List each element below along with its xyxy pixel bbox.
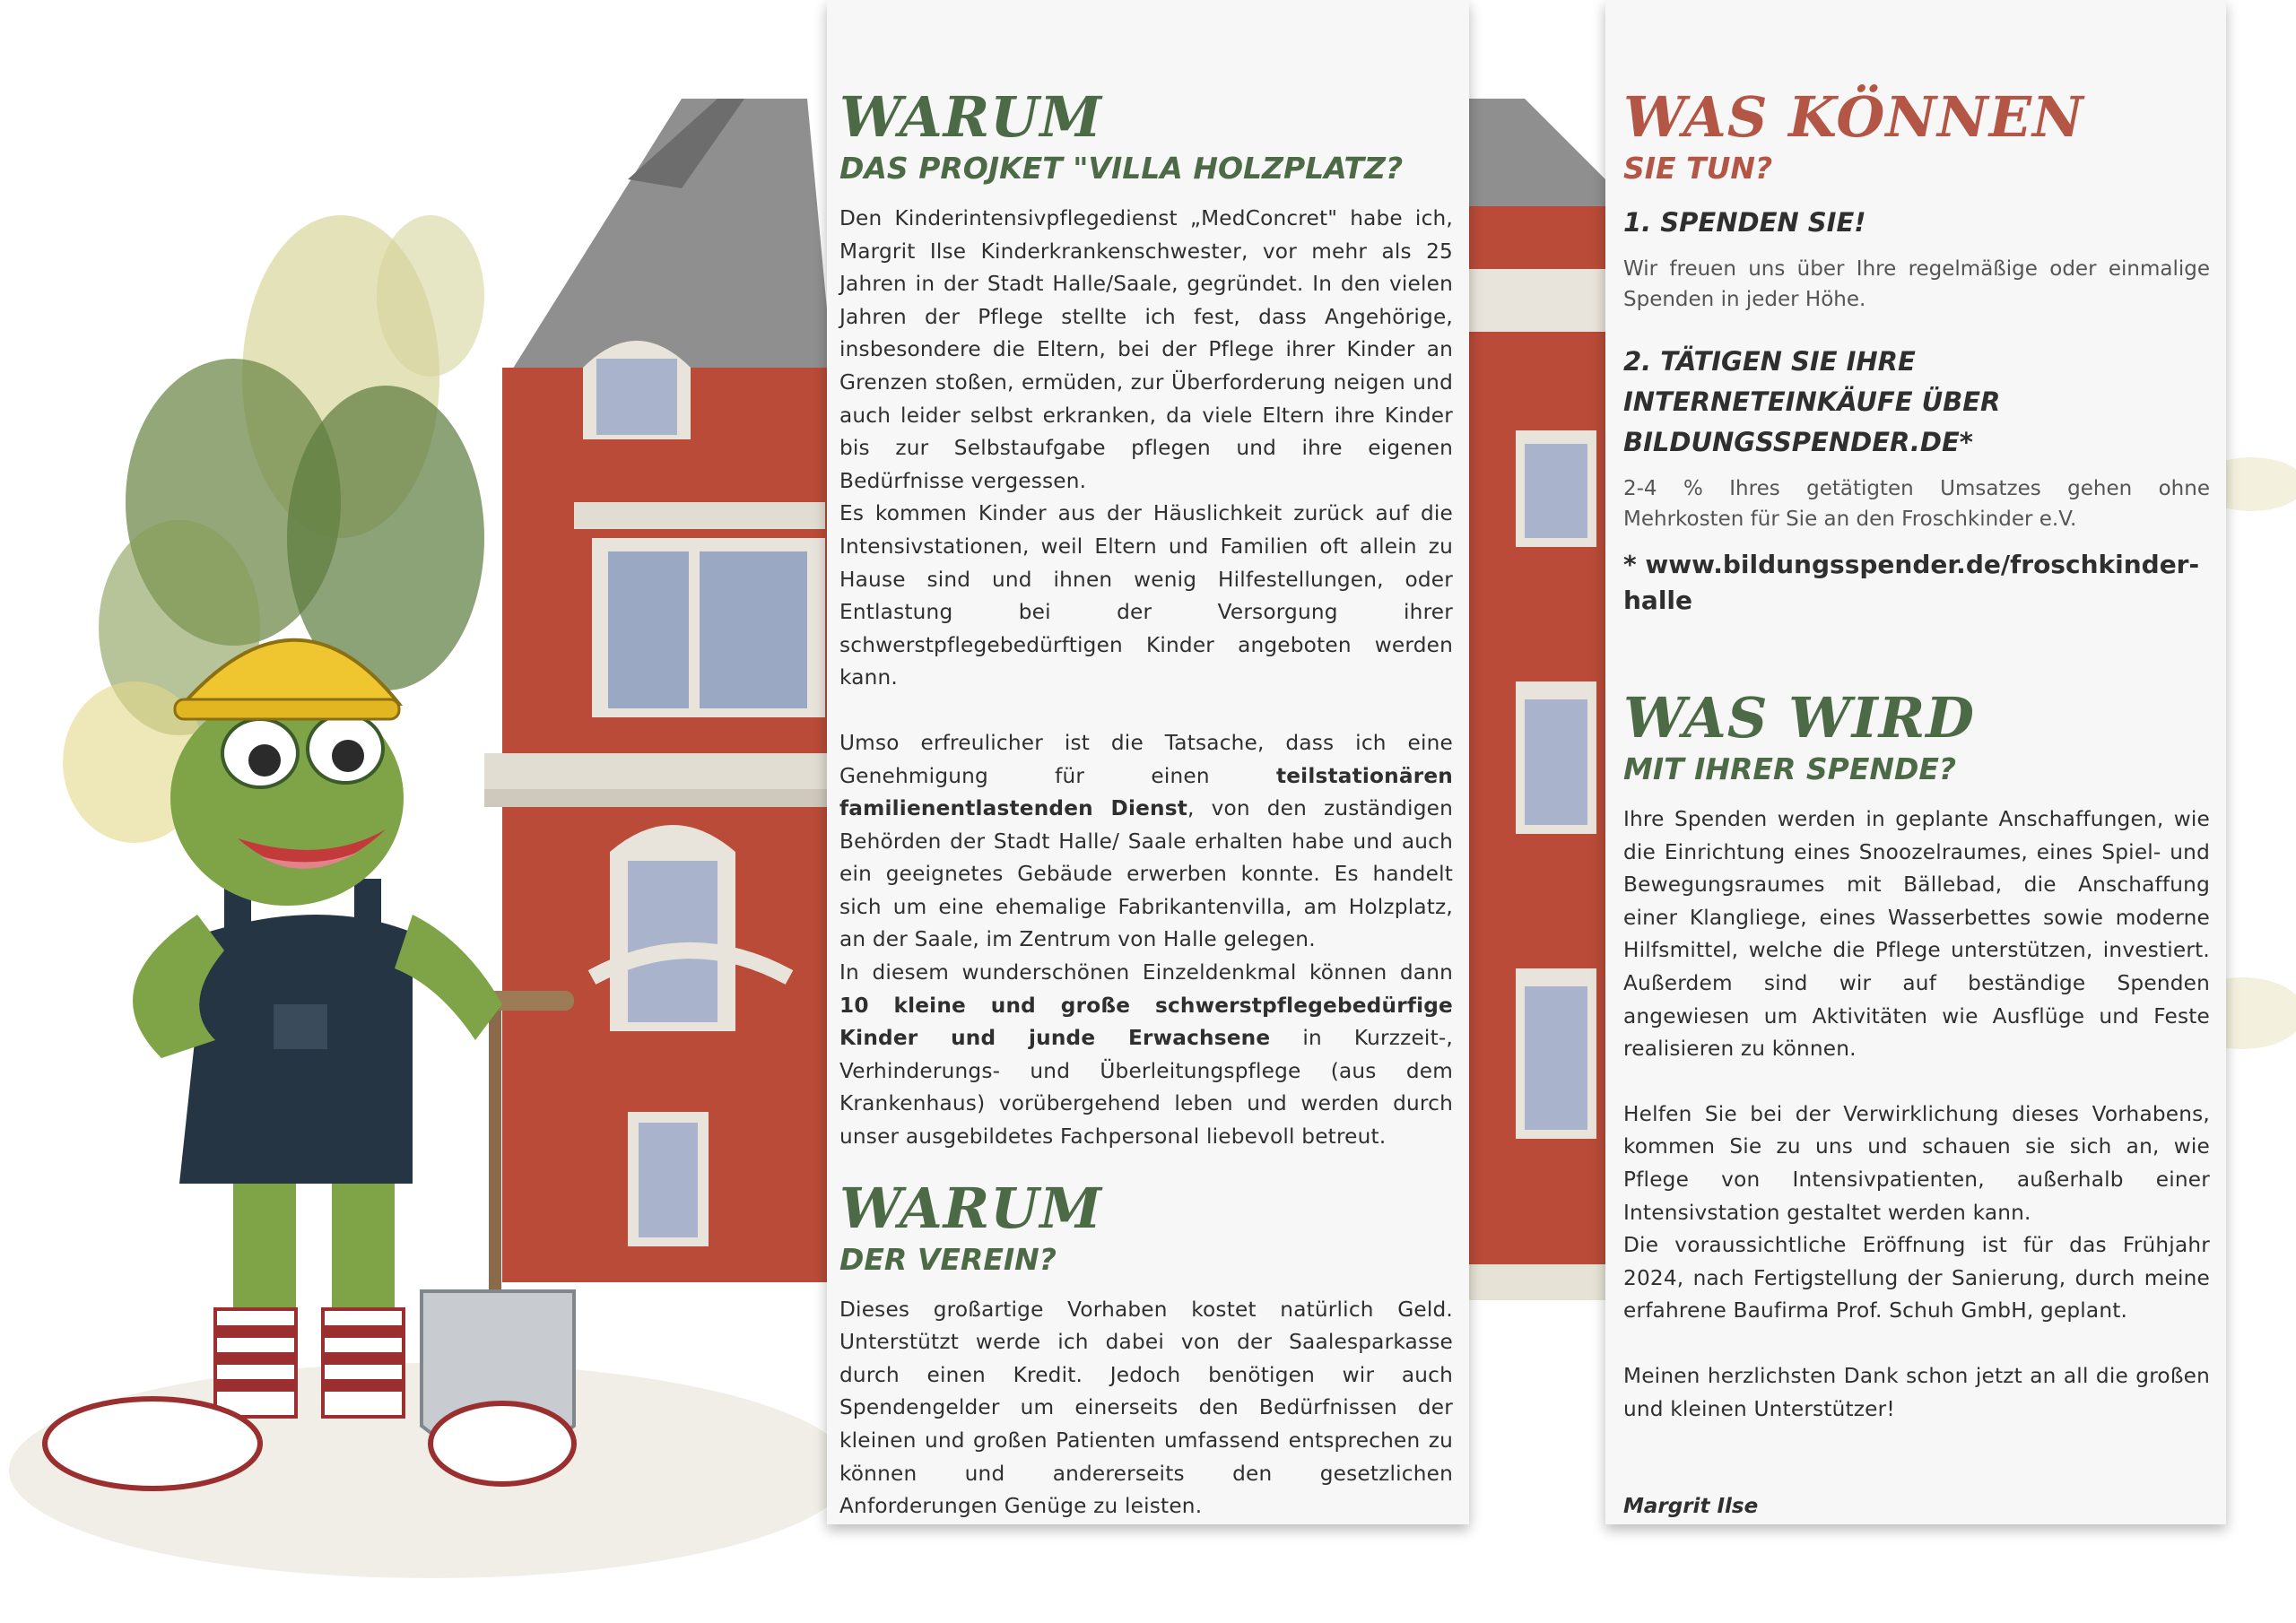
villa-building-right-icon	[1469, 99, 1605, 1300]
paragraph-monument	[839, 957, 1453, 1154]
subheading-project: DAS PROJKET "VILLA HOLZPLATZ?	[839, 151, 1404, 186]
paragraph-thanks: Meinen herzlichsten Dank schon jetzt an all die großen und kleinen Unterstützer!	[1623, 1363, 2210, 1421]
text-span: in Kurzzeit-, Verhinderungs- und Überleitungspflege (aus dem Krankenhaus) vorübergehend leben und werden durch unser ausgebildetes Fachpersonal liebevoll betreut.	[839, 1026, 1454, 1150]
paragraph-funding: Dieses großartige Vorhaben kostet natürlich Geld. Unterstützt werde ich dabei von der Saalesparkasse durch einen Kredit. Jedoch benötigen wir auch Spendengelder um einerseits den Bedürfnissen der kleinen und großen Patienten umfassend entsprechen zu können und andererseits den gesetzlichen Anforderungen Genüge zu leisten.	[839, 1297, 1453, 1519]
paragraph-purchases: Ihre Spenden werden in geplante Anschaffungen, wie die Einrichtung eines Snoozelraumes, eines Spiel- und Bewegungsraumes mit Bällebad, die Anschaffung einer Klangliege, eines Wasserbettes sowie moderne Hilfsmittel, welche die Pflege unterstützen, investiert. Außerdem sind wir auf beständige Spenden angewiesen um Aktivitäten wie Ausflüge und Feste realisieren zu können.	[1623, 807, 2210, 1062]
link-bildungsspender[interactable]: * www.bildungsspender.de/froschkinder-halle	[1623, 550, 2200, 615]
subheading-verein: DER VEREIN?	[839, 1241, 1057, 1277]
heading-was-koennen: WAS KÖNNEN	[1623, 84, 2084, 150]
heading-online-shopping: 2. TÄTIGEN SIE IHRE INTERNETEINKÄUFE ÜBER BILDUNGSSPENDER.DE*	[1623, 346, 2001, 457]
text-span: In diesem wunderschönen Einzeldenkmal können dann	[839, 960, 1453, 985]
panel-why-project	[827, 0, 1469, 1524]
heading-warum-2: WARUM	[839, 1175, 1102, 1241]
heading-warum: WARUM	[839, 84, 1102, 150]
subheading-sie-tun: SIE TUN?	[1623, 151, 1773, 186]
paragraph-visit: Helfen Sie bei der Verwirklichung dieses Vorhabens, kommen Sie zu uns und schauen sie sich an, wie Pflege von Intensivpatienten, außerhalb einer Intensivstation gestaltet werden kann.	[1623, 1101, 2210, 1225]
panel-what-can-you-do	[1605, 0, 2226, 1524]
paragraph-opening: Die voraussichtliche Eröffnung ist für das Frühjahr 2024, nach Fertigstellung der Sanierung, durch meine erfahrene Baufirma Prof. Schuh GmbH, geplant.	[1623, 1233, 2210, 1324]
heading-donate: 1. SPENDEN SIE!	[1623, 207, 1866, 238]
text-span: Umso erfreulicher ist die Tatsache, dass ich eine Genehmigung für einen	[839, 730, 1453, 788]
bold-text: teilstationären familienentlastenden Dienst	[839, 763, 1453, 821]
text-span: , von den zuständigen Behörden der Stadt Halle/ Saale erhalten habe und auch ein geeignetes Gebäude erwerben konnte. Es handelt sich um eine ehemalige Fabrikantenvilla, am Holzplatz, an der Saale, im Zentrum von Halle gelegen.	[839, 796, 1453, 952]
subheading-spende: MIT IHRER SPENDE?	[1623, 751, 1957, 786]
signature: Margrit Ilse	[1623, 1495, 1759, 1519]
paragraph-intro: Den Kinderintensivpflegedienst „MedConcret" habe ich, Margrit Ilse Kinderkrankenschwester, vor mehr als 25 Jahren in der Stadt Halle/Saale, gegründet. In den vielen Jahren der Pflege stellte ich fest, dass Angehörige, insbesondere die Eltern, bei der Pflege ihrer Kinder an Grenzen stoßen, ermüden, zur Überforderung neigen und auch leider selbst erkranken, da viele Eltern ihre Kinder bis zur Selbstaufgabe pflegen und ihre eigenen Bedürfnisse vergessen.	[839, 206, 1453, 493]
text-online-shopping: 2-4 % Ihres getätigten Umsatzes gehen ohne Mehrkosten für Sie an den Froschkinder e.V.	[1623, 477, 2210, 531]
paragraph-children-return: Es kommen Kinder aus der Häuslichkeit zurück auf die Intensivstationen, weil Eltern und Familien oft allein zu Hause sind und ihnen wenig Hilfestellungen, oder Entlastung bei der Versorgung ihrer schwerstpflegebedürftigen Kinder angeboten werden kann.	[839, 501, 1453, 690]
paragraph-approval	[839, 727, 1453, 957]
villa-building-icon	[484, 99, 843, 1282]
heading-was-wird: WAS WIRD	[1623, 685, 1976, 751]
text-donate: Wir freuen uns über Ihre regelmäßige oder einmalige Spenden in jeder Höhe.	[1623, 257, 2210, 311]
bold-text: 10 kleine und große schwerstpflegebedürfige Kinder und junde Erwachsene	[839, 993, 1453, 1051]
